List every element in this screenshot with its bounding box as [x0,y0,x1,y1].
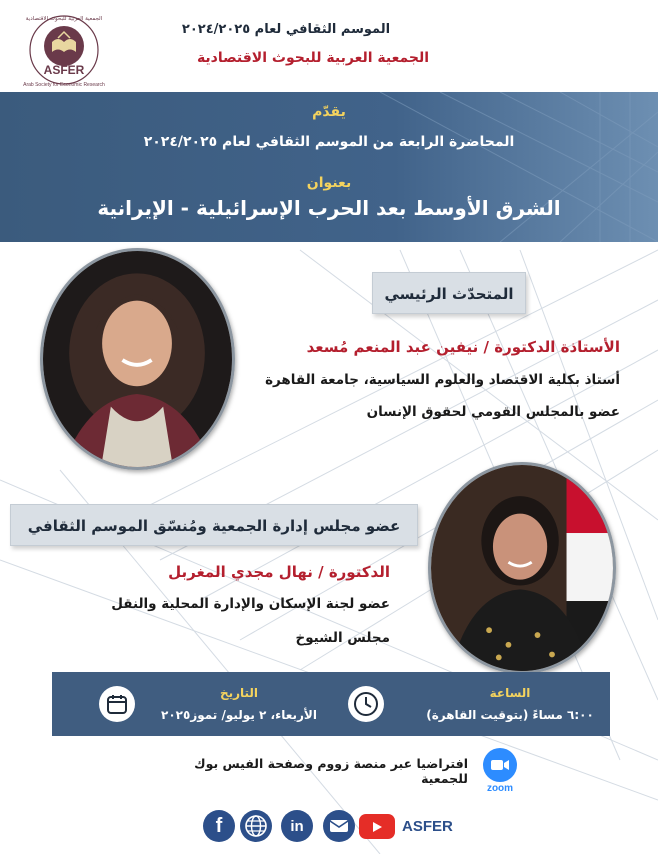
brand-name: ASFER [402,818,453,835]
season-title: الموسم الثقافي لعام ٢٠٢٤/٢٠٢٥ [181,22,391,37]
coordinator-committee: عضو لجنة الإسكان والإدارة المحلية والنقل [111,596,390,612]
lecture-title: المحاضرة الرابعة من الموسم الثقافي لعام ٢٠٢٤/٢٠٢٥ [143,134,515,150]
zoom-label: zoom [486,783,514,794]
speaker-photo [40,248,235,470]
lecture-topic: الشرق الأوسط بعد الحرب الإسرائيلية - الإيرانية [97,196,561,220]
date-label: التاريخ [219,686,259,700]
date-value: الأربعاء، ٢ يوليو/ تموز٢٠٢٥ [161,708,317,722]
coordinator-label: عضو مجلس إدارة الجمعية ومُنسّق الموسم الثقافي [10,504,418,546]
globe-icon[interactable] [240,810,272,842]
speaker-membership: عضو بالمجلس القومي لحقوق الإنسان [366,404,620,420]
coordinator-council: مجلس الشيوخ [295,630,390,646]
clock-icon [348,686,384,722]
logo-arc-text: Arab Society for Economic Research [23,82,105,88]
speaker-name: الأستاذة الدكتورة / نيفين عبد المنعم مُسعد [306,338,620,356]
organization-name: الجمعية العربية للبحوث الاقتصادية [196,50,430,66]
logo-text: ASFER [43,63,85,77]
event-info-bar [52,672,610,736]
presents-label: يقدّم [312,104,346,120]
logo-arabic-text: الجمعية العربية للبحوث الاقتصادية [25,16,103,22]
speaker-portrait [43,251,232,467]
coordinator-photo [428,462,616,674]
time-value: ٦:٠٠ مساءً (بتوقيت القاهرة) [426,708,594,722]
linkedin-icon[interactable]: in [281,810,313,842]
coordinator-name: الدكتورة / نهال مجدي المغربل [168,563,390,581]
facebook-icon[interactable]: f [203,810,235,842]
online-platform-text: افتراضيا عبر منصة زووم وصفحة الفيس بوك للجمعية [194,756,468,786]
mail-icon[interactable] [323,810,355,842]
entitled-label: بعنوان [306,175,352,191]
youtube-icon[interactable] [359,814,395,839]
zoom-icon[interactable] [483,748,517,782]
speaker-affiliation: أستاذ بكلية الاقتصاد والعلوم السياسية، جامعة القاهرة [265,372,620,388]
time-label: الساعة [489,686,531,700]
asfer-logo [18,12,110,90]
coordinator-portrait [431,465,613,671]
calendar-icon [99,686,135,722]
keynote-speaker-label: المتحدّث الرئيسي [372,272,526,314]
